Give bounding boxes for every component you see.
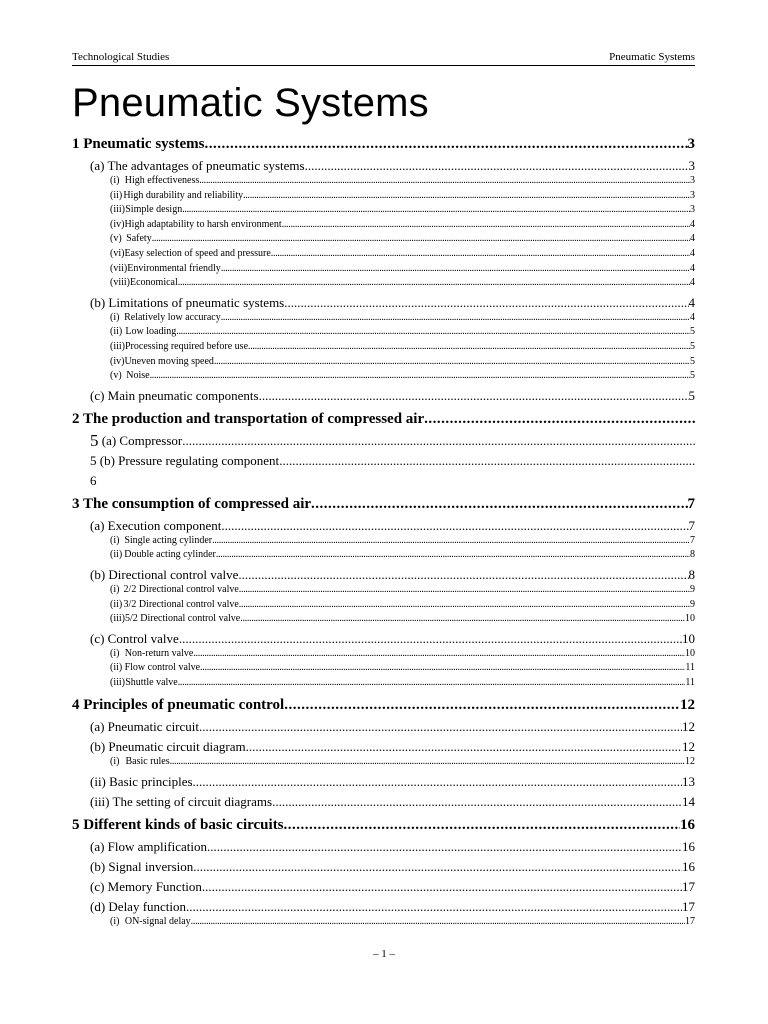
toc-entry-label: 3 The consumption of compressed air [72,495,312,512]
toc-page-number: 4 [690,233,695,245]
table-of-contents [72,135,695,930]
toc-page-number: 13 [682,774,695,790]
dot-leader [176,325,690,340]
dot-leader [238,566,688,583]
toc-entry-label: Safety [126,233,152,245]
toc-page-number: 8 [688,566,695,582]
toc-item[interactable] [72,218,695,233]
toc-page-number: 7 [687,495,695,512]
dot-leader [271,247,690,262]
toc-entry-label: Noise [126,370,150,382]
dot-leader [221,311,690,326]
dot-leader [204,135,687,154]
toc-page-number: 5 [90,452,97,468]
toc-page-number: 7 [688,517,695,533]
toc-page-number: 4 [690,311,695,323]
toc-page-number: 12 [682,739,695,755]
toc-entry-label: High durability and reliability [123,189,244,201]
toc-section[interactable] [72,816,695,835]
toc-item-number: (iv) [110,218,125,230]
dot-leader [178,676,686,691]
toc-entry-label: Flow control valve [124,662,201,674]
toc-entry-label: (iii) The setting of circuit diagrams [90,794,273,810]
toc-entry-label: 5/2 Directional control valve [125,613,241,625]
dot-leader [243,189,690,204]
toc-item-number: (iii) [110,613,125,625]
toc-entry-label: Low loading [125,326,177,338]
toc-item[interactable] [72,369,695,384]
dot-leader [178,276,690,291]
toc-entry-label: Single acting cylinder [124,534,213,546]
toc-entry-label: (a) Pneumatic circuit [90,719,200,735]
dot-leader [150,369,690,384]
toc-subsection[interactable] [72,773,695,790]
toc-entry-label: (d) Delay function [90,899,187,915]
toc-item[interactable] [72,247,695,262]
toc-item-number: (i) [110,756,120,768]
toc-page-number: 10 [685,647,695,659]
toc-page-number: 11 [685,676,695,688]
toc-subsection[interactable] [72,858,695,875]
toc-item-number: (ii) [110,326,123,338]
toc-entry-label: High adaptability to harsh environment [124,218,282,230]
toc-subsection[interactable] [72,898,695,915]
toc-subsection[interactable] [90,432,695,449]
dot-leader [212,534,690,549]
toc-subsection[interactable] [72,630,695,647]
toc-entry-label: (c) Control valve [90,630,179,646]
running-header [72,50,695,66]
dot-leader [202,878,682,895]
toc-page-number: 7 [690,534,695,546]
document-page [72,50,695,930]
toc-entry-label: Double acting cylinder [124,549,216,561]
dot-leader [186,898,682,915]
toc-page-number: 4 [690,277,695,289]
toc-entry-label: Environmental friendly [127,262,221,274]
toc-item-number: (iv) [110,355,125,367]
toc-entry-label: Uneven moving speed [124,355,214,367]
dot-leader [207,838,682,855]
toc-page-number: 17 [685,916,695,928]
toc-subsection[interactable] [72,738,695,755]
toc-entry-label: ON-signal delay [124,916,191,928]
toc-page-number: 16 [682,839,695,855]
toc-entry-label: High effectiveness [124,175,200,186]
toc-item-number: (iii) [110,676,125,688]
toc-page-number: 6 [90,472,97,488]
toc-page-number: 5 [90,430,99,450]
dot-leader [284,696,680,715]
toc-subsection[interactable] [72,294,695,311]
toc-item-number: (v) [110,370,122,382]
toc-page-number: 5 [690,355,695,367]
toc-item-number: (v) [110,233,122,245]
toc-subsection[interactable] [72,517,695,534]
toc-page-number: 3 [690,189,695,201]
toc-entry-label: (c) Main pneumatic components [90,387,259,403]
toc-page-number: 12 [682,719,695,735]
toc-item[interactable] [72,647,695,662]
toc-subsection[interactable] [72,793,695,810]
toc-item[interactable] [72,755,695,770]
toc-entry-label: (b) Pressure regulating component [99,452,280,468]
toc-item[interactable] [72,311,695,326]
toc-page-number: 5 [690,326,695,338]
toc-entry-label: Economical [130,277,178,289]
toc-entry-label: (a) Execution component [90,517,222,533]
toc-entry-label: (b) Directional control valve [90,566,239,582]
toc-entry-label: (a) Compressor [101,432,183,448]
toc-page-number: 16 [680,817,695,834]
toc-entry-label: Easy selection of speed and pressure [124,247,271,259]
dot-leader [282,218,690,233]
dot-leader [199,174,690,189]
toc-item[interactable] [72,340,695,355]
toc-entry-label: (ii) Basic principles [90,774,193,790]
toc-page-number: 12 [680,697,695,714]
toc-item[interactable] [72,189,695,204]
dot-leader [216,548,690,563]
dot-leader [279,452,695,469]
header-left: Technological Studies [72,51,170,63]
toc-entry-label: (a) The advantages of pneumatic systems [90,158,305,173]
toc-item-number: (ii) [110,549,123,561]
toc-page-number: 9 [690,598,695,610]
toc-section[interactable] [72,135,695,154]
dot-leader [424,410,695,429]
dot-leader [221,262,690,277]
toc-item[interactable] [72,203,695,218]
toc-page-number: 3 [690,175,695,186]
dot-leader [214,355,690,370]
toc-section[interactable] [72,696,695,715]
toc-item[interactable] [72,598,695,613]
toc-subsection [90,472,695,489]
dot-leader [248,340,690,355]
toc-item[interactable] [72,174,695,189]
toc-item-number: (iii) [110,204,125,216]
dot-leader [311,495,687,514]
dot-leader [200,661,685,676]
toc-entry-label: (b) Limitations of pneumatic systems [90,294,285,310]
toc-page-number: 8 [690,549,695,561]
toc-page-number: 3 [687,136,695,152]
toc-item[interactable] [72,915,695,930]
toc-entry-label: (a) Flow amplification [90,839,207,855]
toc-entry-label: Non-return valve [124,647,194,659]
toc-item-number: (vii) [110,262,128,274]
toc-item-number: (ii) [110,662,123,674]
toc-item-number: (i) [110,311,120,323]
dot-leader [193,858,682,875]
toc-page-number: 11 [685,662,695,674]
toc-page-number: 10 [685,613,695,625]
toc-item-number: (vi) [110,247,125,259]
toc-item[interactable] [72,355,695,370]
toc-item[interactable] [72,232,695,247]
wrapped-entries [72,432,695,489]
dot-leader [182,203,690,218]
toc-page-number: 17 [682,879,695,895]
dot-leader [152,232,690,247]
toc-entry-label: Relatively low accuracy [124,311,221,323]
toc-entry-label: 2/2 Directional control valve [123,583,239,595]
toc-page-number: 4 [688,294,695,310]
toc-item-number: (ii) [110,598,123,610]
toc-entry-label: Basic rules [125,756,170,768]
toc-item[interactable] [72,325,695,340]
toc-item[interactable] [72,676,695,691]
dot-leader [272,793,682,810]
dot-leader [305,157,689,174]
toc-item[interactable] [72,583,695,598]
toc-page-number: 14 [682,794,695,810]
dot-leader [259,387,689,404]
toc-entry-label: 3/2 Directional control valve [123,598,239,610]
dot-leader [193,647,685,662]
toc-page-number: 4 [690,247,695,259]
toc-item-number: (ii) [110,189,123,201]
toc-subsection[interactable] [72,718,695,735]
toc-item[interactable] [72,661,695,676]
header-right: Pneumatic Systems [609,51,695,63]
toc-page-number: 5 [690,340,695,352]
toc-page-number: 3 [688,158,695,173]
toc-item-number: (i) [110,583,120,595]
toc-entry-label: Processing required before use [125,340,249,352]
toc-entry-label: 2 The production and transportation of compressed air [72,410,425,427]
toc-subsection[interactable] [72,387,695,404]
toc-page-number: 9 [690,583,695,595]
toc-page-number: 4 [690,262,695,274]
toc-subsection[interactable] [90,452,695,469]
toc-item-number: (i) [110,534,120,546]
toc-entry-label: (b) Signal inversion [90,859,194,875]
dot-leader [182,432,695,449]
dot-leader [199,718,682,735]
toc-subsection[interactable] [72,566,695,583]
toc-entry-label: (c) Memory Function [90,879,202,895]
toc-entry-label: (b) Pneumatic circuit diagram [90,739,246,755]
toc-item-number: (i) [110,175,120,186]
toc-page-number: 5 [690,370,695,382]
toc-page-number: 3 [690,204,695,216]
dot-leader [221,517,688,534]
toc-entry-label: Simple design [125,204,183,216]
dot-leader [240,612,685,627]
dot-leader [284,816,680,835]
page-title: Pneumatic Systems [72,81,429,125]
toc-item[interactable] [72,612,695,627]
toc-page-number: 12 [685,756,695,768]
dot-leader [179,630,682,647]
toc-item-number: (i) [110,647,120,659]
toc-page-number: 17 [682,899,695,915]
toc-subsection[interactable] [72,878,695,895]
toc-item-number: (viii) [110,277,130,289]
toc-entry-label: 4 Principles of pneumatic control [72,697,285,714]
dot-leader [284,294,688,311]
toc-page-number: 10 [682,630,695,646]
toc-entry-label: 1 Pneumatic systems [72,136,205,152]
toc-section[interactable] [72,495,695,514]
toc-item-number: (i) [110,916,120,928]
toc-item[interactable] [72,276,695,291]
toc-page-number: 5 [688,387,695,403]
toc-item-number: (iii) [110,340,125,352]
dot-leader [239,598,690,613]
dot-leader [239,583,690,598]
toc-section[interactable] [72,410,695,429]
toc-entry-label: 5 Different kinds of basic circuits [72,817,284,834]
toc-subsection[interactable] [72,838,695,855]
toc-entry-label: Shuttle valve [125,676,178,688]
dot-leader [170,755,685,770]
toc-item[interactable] [72,548,695,563]
toc-page-number: 4 [690,218,695,230]
dot-leader [191,915,685,930]
toc-item[interactable] [72,262,695,277]
dot-leader [246,738,682,755]
dot-leader [193,773,682,790]
toc-page-number: 16 [682,859,695,875]
toc-subsection[interactable] [72,157,695,174]
page-number: – 1 – [373,948,395,960]
toc-item[interactable] [72,534,695,549]
